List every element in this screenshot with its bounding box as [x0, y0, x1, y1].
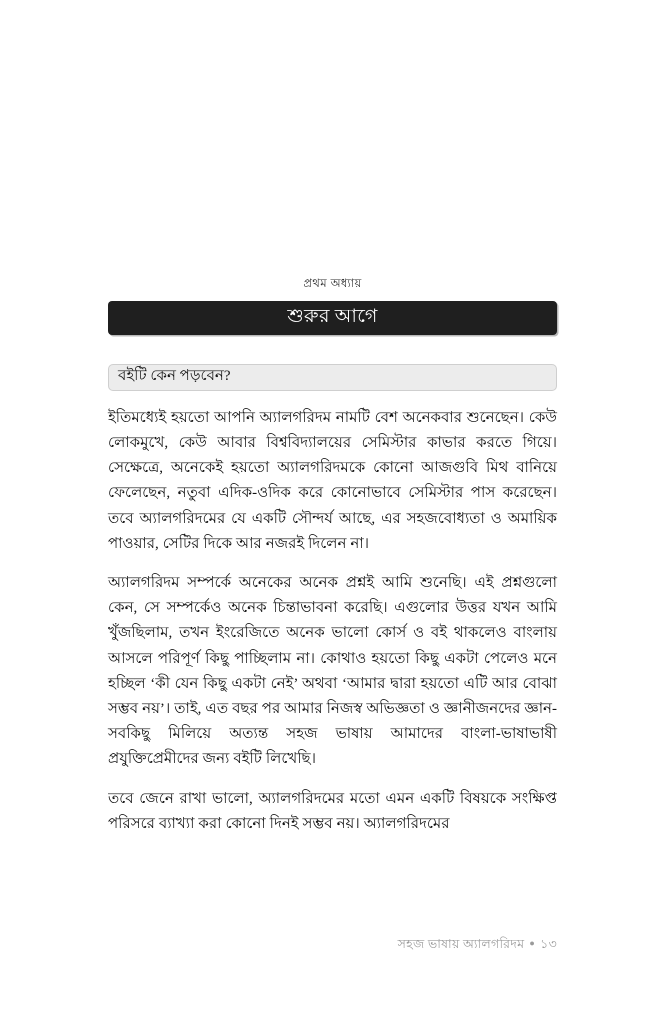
body-copy — [108, 406, 557, 837]
page-content-column — [108, 0, 557, 1024]
chapter-title-bar — [108, 301, 557, 335]
body-paragraph: ইতিমধ্যেই হয়তো আপনি অ্যালগরিদম নামটি বেশ অনেকবার শুনেছেন। কেউ লোকমুখে, কেউ আবার বিশ্ববিদ্যালয়ের সেমিস্টার কাভার করতে গিয়ে। সেক্ষেত্রে, অনেকেই হয়তো অ্যালগরিদমকে কোনো আজগুবি মিথ বানিয়ে ফেলেছেন, নতুবা এদিক-ওদিক করে কোনোভাবে সেমিস্টার পাস করেছেন। তবে অ্যালগরিদমের যে একটি সৌন্দর্য আছে, এর সহজবোধ্যতা ও অমায়িক পাওয়ার, সেটির দিকে আর নজরই দিলেন না। — [108, 409, 557, 552]
section-heading-text: বইটি কেন পড়বেন? — [118, 367, 231, 384]
top-margin-spacer — [108, 0, 557, 278]
chapter-title-text: শুরুর আগে — [287, 306, 378, 328]
footer-bullet-icon: ● — [529, 937, 536, 948]
footer-book-title: সহজ ভাষায় অ্যালগরিদম — [397, 937, 525, 951]
body-paragraph: অ্যালগরিদম সম্পর্কে অনেকের অনেক প্রশ্নই আমি শুনেছি। এই প্রশ্নগুলো কেন, সে সম্পর্কেও অনেক চিন্তাভাবনা করেছি। এগুলোর উত্তর যখন আমি খুঁজছিলাম, তখন ইংরেজিতে অনেক ভালো কোর্স ও বই থাকলেও বাংলায় আসলে পরিপূর্ণ কিছু পাচ্ছিলাম না। কোথাও হয়তো কিছু একটা পেলেও মনে হচ্ছিল ‘কী যেন কিছু একটা নেই’ অথবা ‘আমার দ্বারা হয়তো এটি আর বোঝা সম্ভব নয়’। তাই, এত বছর পর আমার নিজস্ব অভিজ্ঞতা ও জ্ঞানীজনদের জ্ঞান-সবকিছু মিলিয়ে অত্যন্ত সহজ ভাষায় আমাদের বাংলা-ভাষাভাষী প্রযুক্তিপ্রেমীদের জন্য বইটি লিখেছি। — [108, 575, 557, 768]
section-heading-box — [108, 364, 557, 391]
chapter-label: প্রথম অধ্যায় — [303, 278, 362, 290]
body-paragraph: তবে জেনে রাখা ভালো, অ্যালগরিদমের মতো এমন একটি বিষয়কে সংক্ষিপ্ত পরিসরে ব্যাখ্যা করা কোনো দিনই সম্ভব নয়। অ্যালগরিদমের — [108, 790, 557, 832]
footer-page-number: ১৩ — [540, 937, 557, 951]
page-footer — [108, 938, 557, 951]
